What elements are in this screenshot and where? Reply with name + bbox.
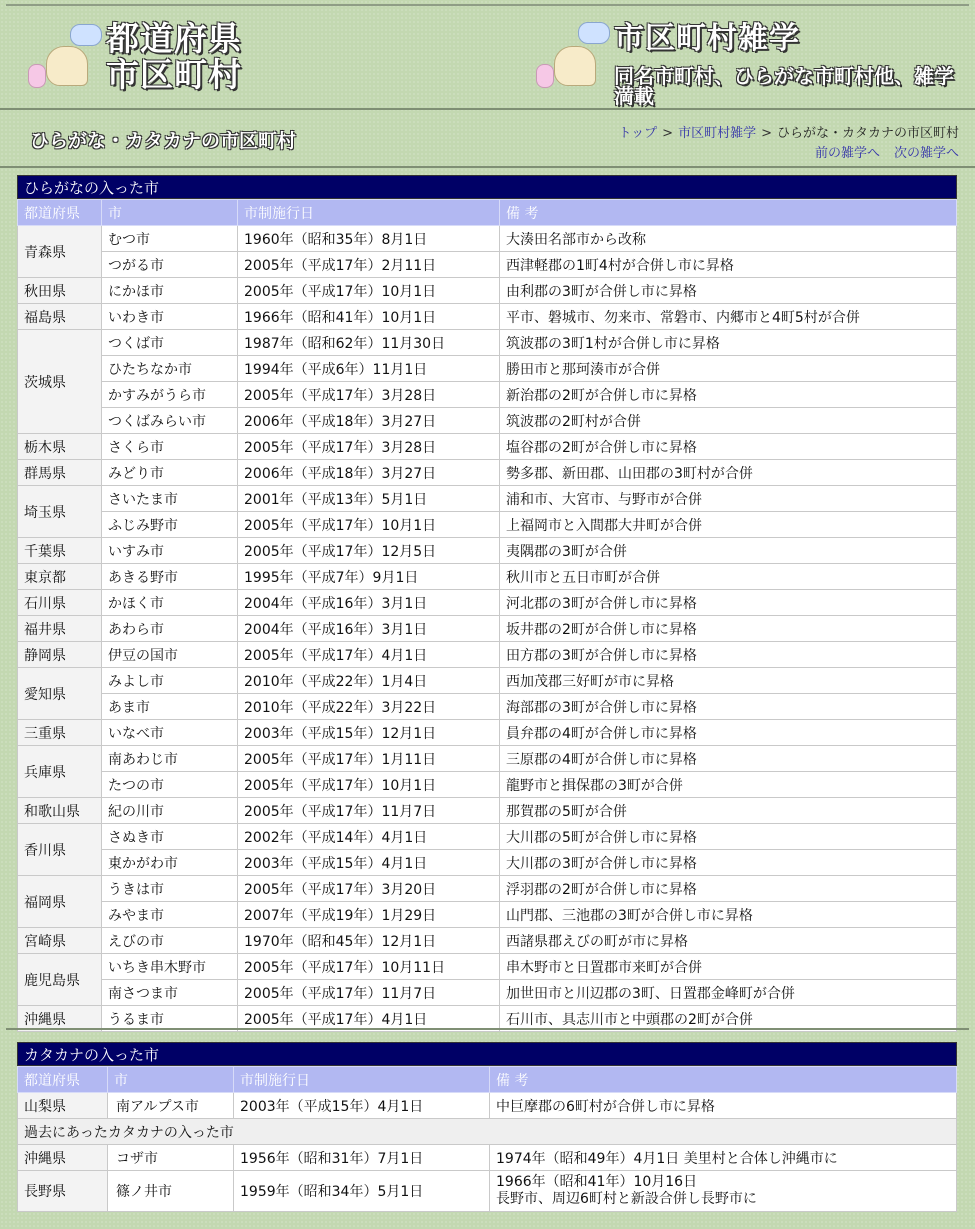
cell-city: あわら市: [102, 616, 238, 642]
cell-note: 筑波郡の3町1村が合併し市に昇格: [500, 330, 957, 356]
hiragana-table: [17, 199, 957, 1032]
cell-date: 1994年（平成6年）11月1日: [238, 356, 500, 382]
cell-city: いわき市: [102, 304, 238, 330]
cell-note: 西諸県郡えびの町が市に昇格: [500, 928, 957, 954]
cell-note: 坂井郡の2町が合併し市に昇格: [500, 616, 957, 642]
cell-note: 勝田市と那珂湊市が合併: [500, 356, 957, 382]
table-row: [18, 564, 957, 590]
table-row: [18, 590, 957, 616]
cell-city: 南さつま市: [102, 980, 238, 1006]
cell-note: 三原郡の4町が合併し市に昇格: [500, 746, 957, 772]
cell-date: 2006年（平成18年）3月27日: [238, 460, 500, 486]
cell-prefecture: 石川県: [18, 590, 102, 616]
table-row: [18, 876, 957, 902]
cell-prefecture: 東京都: [18, 564, 102, 590]
cell-city: うきは市: [102, 876, 238, 902]
cell-date: 2006年（平成18年）3月27日: [238, 408, 500, 434]
cell-date: 1970年（昭和45年）12月1日: [238, 928, 500, 954]
table-row: [18, 434, 957, 460]
cell-note: 串木野市と日置郡市来町が合併: [500, 954, 957, 980]
table-row: [18, 330, 957, 356]
cell-date: 2007年（平成19年）1月29日: [238, 902, 500, 928]
breadcrumb: [619, 122, 959, 141]
cell-prefecture: 香川県: [18, 824, 102, 876]
table-row: [18, 642, 957, 668]
cell-note: 那賀郡の5町が合併: [500, 798, 957, 824]
cell-note: 秋川市と五日市町が合併: [500, 564, 957, 590]
cell-prefecture: 福島県: [18, 304, 102, 330]
table-row: [18, 356, 957, 382]
cell-date: 2005年（平成17年）4月1日: [238, 1006, 500, 1032]
cell-prefecture: 宮崎県: [18, 928, 102, 954]
col-header-prefecture: 都道府県: [18, 1067, 108, 1093]
hiragana-section: [17, 175, 957, 1032]
past-cities-subheader: [18, 1119, 957, 1145]
cell-prefecture: 沖縄県: [18, 1006, 102, 1032]
cell-city: ふじみ野市: [102, 512, 238, 538]
section-logo-title: 市区町村雑学: [614, 21, 800, 56]
cell-date: 2005年（平成17年）3月28日: [238, 382, 500, 408]
note-line: 長野市、周辺6町村と新設合併し長野市に: [496, 1191, 757, 1207]
cell-prefecture: 三重県: [18, 720, 102, 746]
table-row: [18, 798, 957, 824]
table-row: [18, 616, 957, 642]
cell-city: かほく市: [102, 590, 238, 616]
cell-date: 2003年（平成15年）12月1日: [238, 720, 500, 746]
next-link[interactable]: 次の雑学へ: [893, 146, 959, 161]
page-title: ひらがな・カタカナの市区町村: [30, 130, 297, 152]
table-row: [18, 408, 957, 434]
cell-city: 南アルプス市: [108, 1093, 234, 1119]
cell-city: 東かがわ市: [102, 850, 238, 876]
cell-date: 1987年（昭和62年）11月30日: [238, 330, 500, 356]
logo-map-icon: [554, 46, 596, 86]
logo-pill-blue-icon: [578, 22, 610, 44]
cell-date: 2010年（平成22年）1月4日: [238, 668, 500, 694]
table-row: [18, 928, 957, 954]
cell-note: 新治郡の2町が合併し市に昇格: [500, 382, 957, 408]
cell-note: 中巨摩郡の6町村が合併し市に昇格: [490, 1093, 957, 1119]
cell-note: 田方郡の3町が合併し市に昇格: [500, 642, 957, 668]
cell-prefecture: 山梨県: [18, 1093, 108, 1119]
cell-city: かすみがうら市: [102, 382, 238, 408]
cell-city: むつ市: [102, 226, 238, 252]
cell-note: 石川市、具志川市と中頭郡の2町が合併: [500, 1006, 957, 1032]
cell-prefecture: 沖縄県: [18, 1145, 108, 1171]
cell-note: 夷隅郡の3町が合併: [500, 538, 957, 564]
cell-note: 浦和市、大宮市、与野市が合併: [500, 486, 957, 512]
cell-city: いちき串木野市: [102, 954, 238, 980]
hiragana-section-title: ひらがなの入った市: [17, 175, 957, 199]
cell-date: 2005年（平成17年）11月7日: [238, 980, 500, 1006]
note-line: 1966年（昭和41年）10月16日: [496, 1174, 698, 1190]
cell-note: 西加茂郡三好町が市に昇格: [500, 668, 957, 694]
katakana-table: [17, 1066, 957, 1212]
col-header-city: 市: [108, 1067, 234, 1093]
table-row: [18, 746, 957, 772]
cell-date: 2005年（平成17年）10月1日: [238, 512, 500, 538]
cell-city: さいたま市: [102, 486, 238, 512]
logo-line2: 市区町村: [106, 55, 242, 94]
cell-note: 上福岡市と入間郡大井町が合併: [500, 512, 957, 538]
cell-city: ひたちなか市: [102, 356, 238, 382]
col-header-prefecture: 都道府県: [18, 200, 102, 226]
table-row: [18, 694, 957, 720]
cell-prefecture: 青森県: [18, 226, 102, 278]
cell-prefecture: 群馬県: [18, 460, 102, 486]
table-row: [18, 252, 957, 278]
table-row: [18, 382, 957, 408]
cell-prefecture: 秋田県: [18, 278, 102, 304]
cell-date: 2005年（平成17年）3月20日: [238, 876, 500, 902]
cell-date: 2003年（平成15年）4月1日: [238, 850, 500, 876]
cell-prefecture: 静岡県: [18, 642, 102, 668]
cell-date: 2004年（平成16年）3月1日: [238, 590, 500, 616]
cell-note: 加世田市と川辺郡の3町、日置郡金峰町が合併: [500, 980, 957, 1006]
table-header-row: [18, 200, 957, 226]
table-row: [18, 486, 957, 512]
cell-note: 龍野市と揖保郡の3町が合併: [500, 772, 957, 798]
cell-date: 2010年（平成22年）3月22日: [238, 694, 500, 720]
table-row: [18, 824, 957, 850]
col-header-note: 備 考: [500, 200, 957, 226]
cell-date: 1960年（昭和35年）8月1日: [238, 226, 500, 252]
cell-date: 2001年（平成13年）5月1日: [238, 486, 500, 512]
cell-note: 大湊田名部市から改称: [500, 226, 957, 252]
breadcrumb-separator: >: [761, 126, 772, 141]
logo-map-icon: [46, 46, 88, 86]
table-row: [18, 668, 957, 694]
cell-city: 伊豆の国市: [102, 642, 238, 668]
header-top-rule: [6, 4, 969, 6]
cell-note: 筑波郡の2町村が合併: [500, 408, 957, 434]
table-row: [18, 512, 957, 538]
col-header-date: 市制施行日: [238, 200, 500, 226]
cell-note: 山門郡、三池郡の3町が合併し市に昇格: [500, 902, 957, 928]
cell-prefecture: 福岡県: [18, 876, 102, 928]
table-row: [18, 1171, 957, 1212]
cell-date: 2003年（平成15年）4月1日: [234, 1093, 490, 1119]
cell-city: つくばみらい市: [102, 408, 238, 434]
table-row: [18, 460, 957, 486]
cell-city: あきる野市: [102, 564, 238, 590]
cell-note: 浮羽郡の2町が合併し市に昇格: [500, 876, 957, 902]
cell-prefecture: 和歌山県: [18, 798, 102, 824]
cell-city: いすみ市: [102, 538, 238, 564]
cell-note: 勢多郡、新田郡、山田郡の3町村が合併: [500, 460, 957, 486]
cell-prefecture: 埼玉県: [18, 486, 102, 538]
cell-city: 紀の川市: [102, 798, 238, 824]
cell-city: つくば市: [102, 330, 238, 356]
cell-date: 2005年（平成17年）3月28日: [238, 434, 500, 460]
cell-note: [490, 1171, 957, 1212]
logo-line1: 都道府県: [106, 19, 242, 58]
cell-city: みよし市: [102, 668, 238, 694]
logo-pill-blue-icon: [70, 24, 102, 46]
cell-date: 2004年（平成16年）3月1日: [238, 616, 500, 642]
cell-prefecture: 福井県: [18, 616, 102, 642]
table-row: [18, 304, 957, 330]
cell-city: さぬき市: [102, 824, 238, 850]
cell-note: 大川郡の5町が合併し市に昇格: [500, 824, 957, 850]
cell-date: 2005年（平成17年）1月11日: [238, 746, 500, 772]
section-divider: [6, 1028, 969, 1030]
cell-note: 平市、磐城市、勿来市、常磐市、内郷市と4町5村が合併: [500, 304, 957, 330]
table-row: [18, 850, 957, 876]
cell-note: 員弁郡の4町が合併し市に昇格: [500, 720, 957, 746]
cell-prefecture: 茨城県: [18, 330, 102, 434]
cell-date: 2005年（平成17年）10月1日: [238, 278, 500, 304]
breadcrumb-home-link[interactable]: トップ: [618, 126, 658, 141]
table-row: [18, 226, 957, 252]
cell-city: にかほ市: [102, 278, 238, 304]
cell-prefecture: 千葉県: [18, 538, 102, 564]
cell-note: 西津軽郡の1町4村が合併し市に昇格: [500, 252, 957, 278]
section-logo-subtitle: 同名市町村、ひらがな市町村他、雑学満載: [614, 64, 954, 108]
cell-note: 海部郡の3町が合併し市に昇格: [500, 694, 957, 720]
table-row: [18, 980, 957, 1006]
cell-prefecture: 栃木県: [18, 434, 102, 460]
table-row: [18, 278, 957, 304]
cell-city: たつの市: [102, 772, 238, 798]
cell-city: えびの市: [102, 928, 238, 954]
breadcrumb-parent-link[interactable]: 市区町村雑学: [678, 126, 757, 141]
col-header-note: 備 考: [490, 1067, 957, 1093]
cell-city: うるま市: [102, 1006, 238, 1032]
cell-prefecture: 長野県: [18, 1171, 108, 1212]
cell-date: 2002年（平成14年）4月1日: [238, 824, 500, 850]
katakana-table-body: [18, 1093, 957, 1212]
cell-city: 南あわじ市: [102, 746, 238, 772]
cell-note: 河北郡の3町が合併し市に昇格: [500, 590, 957, 616]
cell-city: いなべ市: [102, 720, 238, 746]
logo-pill-pink-icon: [536, 64, 554, 88]
breadcrumb-separator: >: [662, 126, 674, 141]
katakana-section: [17, 1042, 957, 1212]
cell-date: 2005年（平成17年）10月1日: [238, 772, 500, 798]
cell-date: 1956年（昭和31年）7月1日: [234, 1145, 490, 1171]
cell-city: みやま市: [102, 902, 238, 928]
site-header: [0, 0, 975, 110]
cell-note: 由利郡の3町が合併し市に昇格: [500, 278, 957, 304]
prev-next-nav: [815, 142, 959, 161]
cell-date: 2005年（平成17年）4月1日: [238, 642, 500, 668]
col-header-city: 市: [102, 200, 238, 226]
cell-date: 1995年（平成7年）9月1日: [238, 564, 500, 590]
col-header-date: 市制施行日: [234, 1067, 490, 1093]
cell-city: さくら市: [102, 434, 238, 460]
cell-note: 塩谷郡の2町が合併し市に昇格: [500, 434, 957, 460]
cell-city: コザ市: [108, 1145, 234, 1171]
table-row: [18, 1145, 957, 1171]
katakana-section-title: カタカナの入った市: [17, 1042, 957, 1066]
cell-date: 1959年（昭和34年）5月1日: [234, 1171, 490, 1212]
section-logo-right[interactable]: [532, 18, 962, 108]
table-row: [18, 1093, 957, 1119]
cell-prefecture: 鹿児島県: [18, 954, 102, 1006]
cell-prefecture: 愛知県: [18, 668, 102, 720]
hiragana-table-body: [18, 226, 957, 1032]
cell-city: あま市: [102, 694, 238, 720]
table-header-row: [18, 1067, 957, 1093]
past-cities-label: 過去にあったカタカナの入った市: [18, 1119, 957, 1145]
cell-date: 1966年（昭和41年）10月1日: [238, 304, 500, 330]
logo-pill-pink-icon: [28, 64, 46, 88]
cell-date: 2005年（平成17年）11月7日: [238, 798, 500, 824]
cell-city: みどり市: [102, 460, 238, 486]
table-row: [18, 772, 957, 798]
table-row: [18, 902, 957, 928]
cell-date: 2005年（平成17年）10月11日: [238, 954, 500, 980]
cell-date: 2005年（平成17年）2月11日: [238, 252, 500, 278]
breadcrumb-current: ひらがな・カタカナの市区町村: [776, 126, 959, 141]
cell-date: 2005年（平成17年）12月5日: [238, 538, 500, 564]
cell-note: 大川郡の3町が合併し市に昇格: [500, 850, 957, 876]
table-row: [18, 538, 957, 564]
prev-link[interactable]: 前の雑学へ: [814, 146, 880, 161]
table-row: [18, 720, 957, 746]
table-row: [18, 954, 957, 980]
cell-prefecture: 兵庫県: [18, 746, 102, 798]
cell-city: 篠ノ井市: [108, 1171, 234, 1212]
cell-city: つがる市: [102, 252, 238, 278]
site-logo-left[interactable]: [26, 18, 256, 98]
cell-note: 1974年（昭和49年）4月1日 美里村と合体し沖縄市に: [490, 1145, 957, 1171]
